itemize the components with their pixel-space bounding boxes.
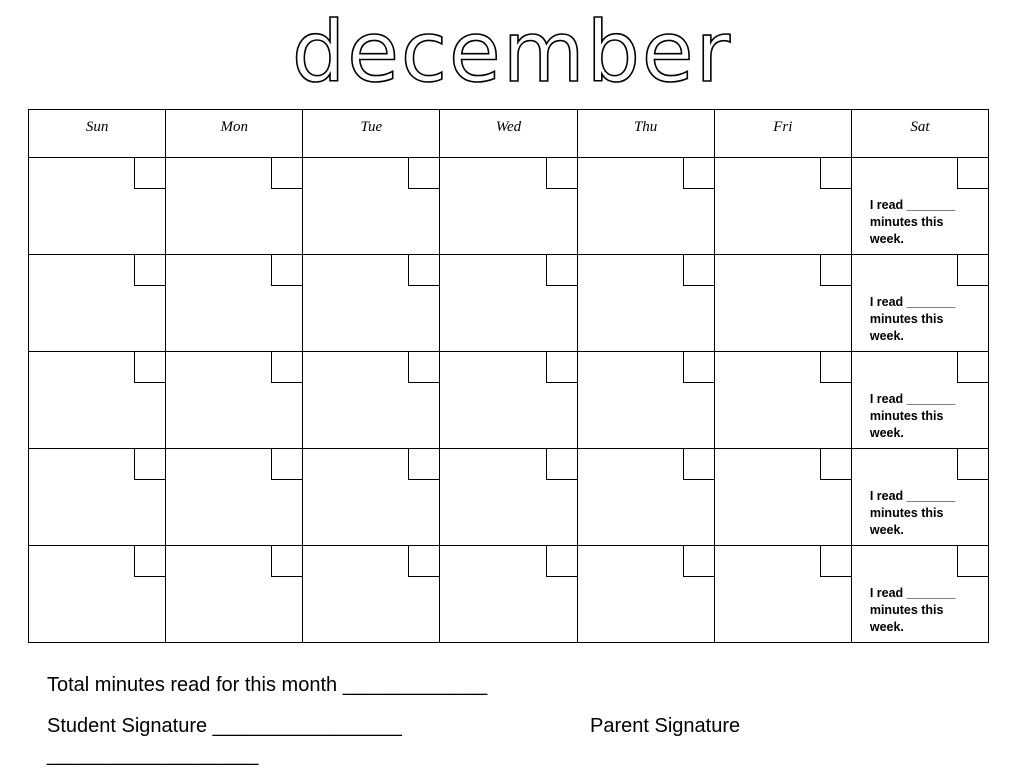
- day-cell-wed: [440, 546, 577, 643]
- day-cell-mon: [166, 352, 303, 449]
- date-number-box: [820, 449, 851, 480]
- day-cell-thu: [577, 255, 714, 352]
- date-number-box: [408, 449, 439, 480]
- date-number-box: [271, 449, 302, 480]
- day-cell-wed: [440, 449, 577, 546]
- date-number-box: [546, 449, 577, 480]
- date-number-box: [957, 352, 988, 383]
- weekly-minutes-note: I read _______ minutes this week.: [869, 198, 956, 246]
- day-cell-tue: [303, 158, 440, 255]
- date-number-box: [683, 352, 714, 383]
- day-cell-fri: [714, 352, 851, 449]
- date-number-box: [820, 546, 851, 577]
- date-number-box: [546, 352, 577, 383]
- day-cell-wed: [440, 158, 577, 255]
- date-number-box: [820, 255, 851, 286]
- parent-signature-label: Parent Signature: [590, 715, 741, 737]
- date-number-box: [957, 546, 988, 577]
- day-cell-mon: [166, 449, 303, 546]
- day-header-row: [29, 110, 989, 158]
- weekly-minutes-note: I read _______ minutes this week.: [869, 295, 956, 343]
- day-header-wed: Wed: [440, 110, 577, 158]
- day-cell-fri: [714, 449, 851, 546]
- date-number-box: [820, 352, 851, 383]
- weekly-minutes-note: I read _______ minutes this week.: [869, 586, 956, 634]
- day-cell-sat: [851, 255, 988, 352]
- weekly-minutes-note: I read _______ minutes this week.: [869, 489, 956, 537]
- date-number-box: [408, 546, 439, 577]
- date-number-box: [271, 352, 302, 383]
- day-cell-thu: [577, 449, 714, 546]
- date-number-box: [134, 546, 165, 577]
- date-number-box: [408, 352, 439, 383]
- date-number-box: [271, 255, 302, 286]
- date-number-box: [683, 546, 714, 577]
- day-cell-tue: [303, 449, 440, 546]
- day-cell-fri: [714, 255, 851, 352]
- day-cell-thu: [577, 158, 714, 255]
- date-number-box: [546, 546, 577, 577]
- day-cell-tue: [303, 546, 440, 643]
- day-header-thu: Thu: [577, 110, 714, 158]
- date-number-box: [957, 158, 988, 189]
- date-number-box: [408, 158, 439, 189]
- date-number-box: [134, 449, 165, 480]
- day-cell-sat: [851, 158, 988, 255]
- week-row: [29, 352, 989, 449]
- date-number-box: [134, 158, 165, 189]
- day-cell-sun: [29, 255, 166, 352]
- day-header-sun: Sun: [29, 110, 166, 158]
- day-cell-wed: [440, 255, 577, 352]
- day-header-sat: Sat: [851, 110, 988, 158]
- day-cell-fri: [714, 158, 851, 255]
- date-number-box: [683, 158, 714, 189]
- day-cell-sat: [851, 546, 988, 643]
- date-number-box: [546, 255, 577, 286]
- date-number-box: [134, 255, 165, 286]
- parent-signature-line: ___________________: [47, 744, 259, 766]
- day-cell-thu: [577, 352, 714, 449]
- date-number-box: [683, 449, 714, 480]
- calendar-title: december: [291, 3, 733, 101]
- day-cell-sun: [29, 352, 166, 449]
- day-cell-mon: [166, 546, 303, 643]
- day-cell-sun: [29, 158, 166, 255]
- day-cell-sat: [851, 352, 988, 449]
- date-number-box: [408, 255, 439, 286]
- student-signature-line: Student Signature _________________: [47, 715, 402, 737]
- day-cell-thu: [577, 546, 714, 643]
- calendar-weeks: [29, 158, 989, 643]
- week-row: [29, 255, 989, 352]
- day-cell-tue: [303, 255, 440, 352]
- weekly-minutes-note: I read _______ minutes this week.: [869, 392, 956, 440]
- date-number-box: [957, 255, 988, 286]
- total-minutes-line: Total minutes read for this month _____________: [47, 674, 488, 696]
- week-row: [29, 449, 989, 546]
- calendar-grid: [28, 109, 989, 643]
- date-number-box: [957, 449, 988, 480]
- date-number-box: [271, 546, 302, 577]
- day-cell-tue: [303, 352, 440, 449]
- day-cell-wed: [440, 352, 577, 449]
- day-header-tue: Tue: [303, 110, 440, 158]
- date-number-box: [546, 158, 577, 189]
- day-cell-mon: [166, 255, 303, 352]
- day-cell-sat: [851, 449, 988, 546]
- day-header-mon: Mon: [166, 110, 303, 158]
- day-cell-sun: [29, 546, 166, 643]
- day-cell-sun: [29, 449, 166, 546]
- date-number-box: [134, 352, 165, 383]
- week-row: [29, 546, 989, 643]
- day-header-fri: Fri: [714, 110, 851, 158]
- date-number-box: [820, 158, 851, 189]
- week-row: [29, 158, 989, 255]
- day-cell-fri: [714, 546, 851, 643]
- day-cell-mon: [166, 158, 303, 255]
- date-number-box: [271, 158, 302, 189]
- date-number-box: [683, 255, 714, 286]
